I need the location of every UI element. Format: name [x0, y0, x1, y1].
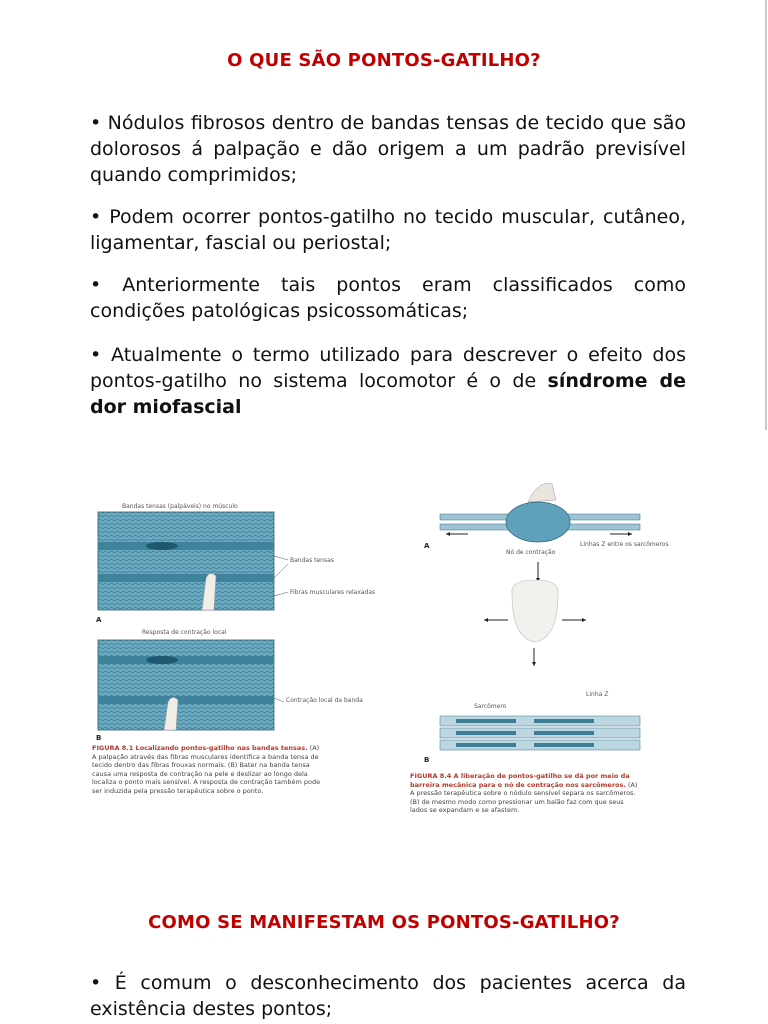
figure-8-1-illustration — [92, 498, 376, 742]
panel-b-right-label: B — [424, 756, 430, 764]
label-relaxed-fibers: Fibras musculares relaxadas — [290, 589, 376, 596]
figure-8-4-caption — [410, 772, 640, 815]
label-z-line: Linha Z — [586, 691, 609, 698]
label-contraction-node: Nó de contração — [506, 549, 556, 556]
label-z-lines: Linhas Z entre os sarcômeros — [580, 541, 669, 548]
figure-8-4 — [410, 470, 680, 840]
muscle-block-b — [98, 640, 274, 730]
balloon-icon — [512, 580, 558, 642]
figure-8-1-caption-body: (A) A palpação através das fibras musculares identifica a banda tensa de tecido dentro das fibras frouxas normais. (B) Bater na banda tensa causa uma resposta de contração na pele e deslizar ao longo dela localiza o ponto mais sensível. A resposta de contração também pode ser induzida pela pressão terapêutica sobre o ponto. — [92, 744, 321, 795]
myofascial-pain-term: síndrome de dor miofascial — [90, 370, 686, 418]
label-local-contraction: Contração local da banda — [286, 697, 363, 704]
muscle-block-a — [98, 512, 274, 610]
figure-8-4-caption-body: (A) A pressão terapêutica sobre o nódulo sensível separa os sarcômeros. (B) de mesmo modo como pressionar um balão faz com que seus lados se expandam e se afastem. — [410, 780, 638, 815]
panel-b-label: B — [96, 734, 102, 742]
trigger-point-b — [146, 656, 178, 664]
bullet-fibrous-nodules: • Nódulos fibrosos dentro de bandas tensas de tecido que são dolorosos á palpação e dão origem a um padrão previsível quando comprimidos; — [90, 112, 686, 186]
figure-8-1-caption-title: FIGURA 8.1 Localizando pontos-gatilho nas bandas tensas. — [92, 744, 308, 752]
label-sarcomere: Sarcômero — [474, 703, 507, 710]
sarcomere-bands — [440, 716, 640, 750]
finger-pressure-icon — [528, 483, 556, 502]
contraction-node — [506, 502, 570, 542]
taut-band-b-lower — [98, 696, 274, 704]
label-taut-bands: Bandas tensas (palpáveis) no músculo — [122, 503, 238, 510]
taut-band-lower — [98, 574, 274, 582]
figure-8-1-caption — [92, 744, 322, 796]
heading-what-are-trigger-points: O QUE SÃO PONTOS-GATILHO? — [227, 50, 541, 71]
figure-8-4-caption-title: FIGURA 8.4 A liberação de pontos-gatilho se dá por meio da barreira mecânica para o nó de contração nos sarcômeros. — [410, 772, 630, 789]
bullet-patient-unawareness: • É comum o desconhecimento dos pacientes acerca da existência destes pontos; — [90, 972, 686, 1020]
label-local-response: Resposta de contração local — [142, 629, 227, 636]
bullet-current-term — [90, 342, 686, 420]
taut-band-upper — [98, 542, 274, 550]
panel-a-right-label: A — [424, 542, 430, 550]
panel-a-label: A — [96, 616, 102, 624]
label-tense-bands: Bandas tensas — [290, 557, 334, 564]
bullet-current-term-text: • Atualmente o termo utilizado para descrever o efeito dos pontos-gatilho no sistema locomotor é o de — [90, 344, 686, 392]
figure-8-1 — [92, 498, 376, 818]
taut-band-b-upper — [98, 656, 274, 664]
bullet-tissue-locations: • Podem ocorrer pontos-gatilho no tecido muscular, cutâneo, ligamentar, fascial ou periostal; — [90, 206, 686, 254]
figure-8-4-illustration — [410, 470, 680, 770]
trigger-point-a — [146, 542, 178, 550]
heading-how-they-manifest: COMO SE MANIFESTAM OS PONTOS-GATILHO? — [148, 912, 620, 933]
bullet-psychosomatic: • Anteriormente tais pontos eram classificados como condições patológicas psicossomáticas; — [90, 274, 686, 322]
